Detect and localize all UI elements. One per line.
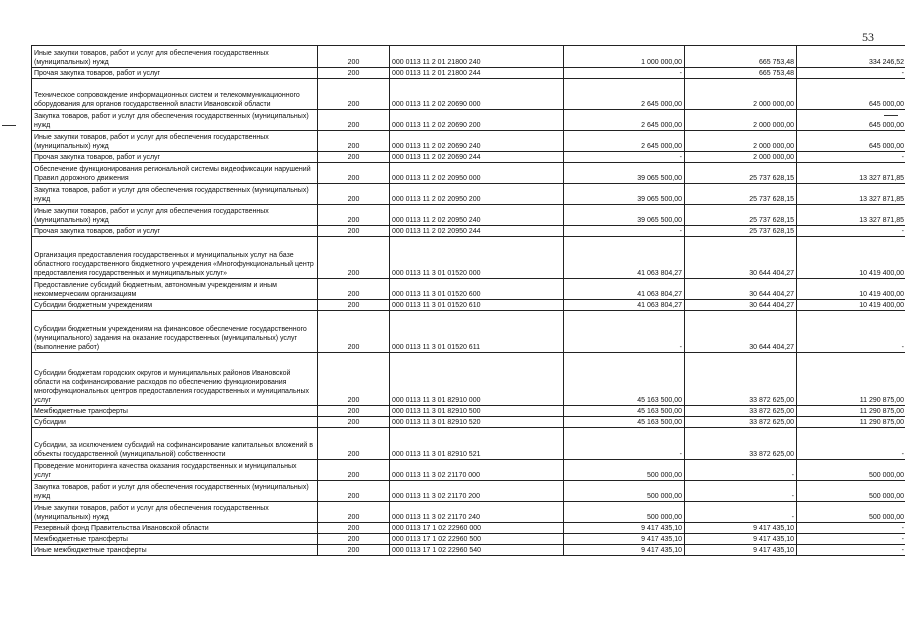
table-row [32, 279, 905, 300]
table-row [32, 428, 905, 460]
budget-classification-code-cell: 000 0113 11 3 01 82910 500 [390, 406, 564, 417]
budget-classification-code-cell: 000 0113 11 3 01 01520 610 [390, 300, 564, 311]
unexecuted-amount-cell: 13 327 871,85 [797, 163, 905, 184]
approved-amount-cell: 45 163 500,00 [564, 406, 685, 417]
executed-amount-cell: 25 737 628,15 [685, 205, 797, 226]
executed-amount-cell: 30 644 404,27 [685, 300, 797, 311]
table-row [32, 534, 905, 545]
budget-classification-code-cell: 000 0113 11 2 01 21800 244 [390, 68, 564, 79]
line-code-cell: 200 [318, 460, 390, 481]
executed-amount-cell: 30 644 404,27 [685, 311, 797, 353]
table-row [32, 205, 905, 226]
budget-classification-code-cell: 000 0113 11 2 02 20690 200 [390, 110, 564, 131]
unexecuted-amount-cell: - [797, 152, 905, 163]
expense-name-cell: Субсидии, за исключением субсидий на софинансирование капитальных вложений в объекты государственной (муниципальной) собственности [32, 428, 318, 460]
table-row [32, 481, 905, 502]
unexecuted-amount-cell: - [797, 545, 905, 556]
table-row [32, 131, 905, 152]
approved-amount-cell: 500 000,00 [564, 502, 685, 523]
executed-amount-cell: 25 737 628,15 [685, 163, 797, 184]
unexecuted-amount-cell: 11 290 875,00 [797, 406, 905, 417]
approved-amount-cell: 9 417 435,10 [564, 545, 685, 556]
line-code-cell: 200 [318, 428, 390, 460]
expense-name-cell: Техническое сопровождение информационных систем и телекоммуникационного оборудования для органов государственной власти Ивановской области [32, 79, 318, 110]
table-row [32, 460, 905, 481]
expense-name-cell: Закупка товаров, работ и услуг для обеспечения государственных (муниципальных) нужд [32, 184, 318, 205]
line-code-cell: 200 [318, 502, 390, 523]
table-row [32, 523, 905, 534]
unexecuted-amount-cell: 10 419 400,00 [797, 237, 905, 279]
table-row [32, 110, 905, 131]
line-code-cell: 200 [318, 481, 390, 502]
executed-amount-cell: - [685, 460, 797, 481]
table-row [32, 502, 905, 523]
unexecuted-amount-cell: 10 419 400,00 [797, 300, 905, 311]
executed-amount-cell: 2 000 000,00 [685, 79, 797, 110]
line-code-cell: 200 [318, 226, 390, 237]
budget-classification-code-cell: 000 0113 11 2 02 20690 240 [390, 131, 564, 152]
line-code-cell: 200 [318, 184, 390, 205]
line-code-cell: 200 [318, 79, 390, 110]
executed-amount-cell: 9 417 435,10 [685, 534, 797, 545]
unexecuted-amount-cell: 500 000,00 [797, 481, 905, 502]
approved-amount-cell: - [564, 428, 685, 460]
unexecuted-amount-cell: - [797, 311, 905, 353]
approved-amount-cell: 39 065 500,00 [564, 163, 685, 184]
table-row [32, 226, 905, 237]
executed-amount-cell: 33 872 625,00 [685, 406, 797, 417]
line-code-cell: 200 [318, 163, 390, 184]
unexecuted-amount-cell: - [797, 534, 905, 545]
budget-classification-code-cell: 000 0113 11 3 01 01520 000 [390, 237, 564, 279]
expense-name-cell: Субсидии бюджетным учреждениям [32, 300, 318, 311]
expense-name-cell: Прочая закупка товаров, работ и услуг [32, 226, 318, 237]
budget-classification-code-cell: 000 0113 11 2 02 20950 240 [390, 205, 564, 226]
budget-classification-code-cell: 000 0113 11 3 01 82910 000 [390, 353, 564, 406]
executed-amount-cell: 33 872 625,00 [685, 353, 797, 406]
executed-amount-cell: 665 753,48 [685, 68, 797, 79]
executed-amount-cell: 9 417 435,10 [685, 523, 797, 534]
table-row [32, 353, 905, 406]
line-code-cell: 200 [318, 46, 390, 68]
line-code-cell: 200 [318, 68, 390, 79]
table-body [32, 46, 905, 556]
unexecuted-amount-cell: 13 327 871,85 [797, 184, 905, 205]
approved-amount-cell: 9 417 435,10 [564, 523, 685, 534]
executed-amount-cell: 25 737 628,15 [685, 184, 797, 205]
budget-classification-code-cell: 000 0113 17 1 02 22960 540 [390, 545, 564, 556]
budget-classification-code-cell: 000 0113 11 3 02 21170 000 [390, 460, 564, 481]
approved-amount-cell: - [564, 68, 685, 79]
unexecuted-amount-cell: 334 246,52 [797, 46, 905, 68]
expense-name-cell: Закупка товаров, работ и услуг для обеспечения государственных (муниципальных) нужд [32, 110, 318, 131]
unexecuted-amount-cell: 645 000,00 [797, 110, 905, 131]
approved-amount-cell: 9 417 435,10 [564, 534, 685, 545]
budget-classification-code-cell: 000 0113 11 3 01 82910 521 [390, 428, 564, 460]
approved-amount-cell: - [564, 152, 685, 163]
executed-amount-cell: 25 737 628,15 [685, 226, 797, 237]
line-code-cell: 200 [318, 300, 390, 311]
unexecuted-amount-cell: - [797, 226, 905, 237]
approved-amount-cell: - [564, 226, 685, 237]
approved-amount-cell: 39 065 500,00 [564, 205, 685, 226]
line-code-cell: 200 [318, 353, 390, 406]
table-row [32, 545, 905, 556]
unexecuted-amount-cell: 645 000,00 [797, 131, 905, 152]
line-code-cell: 200 [318, 534, 390, 545]
executed-amount-cell: 2 000 000,00 [685, 131, 797, 152]
expense-name-cell: Субсидии бюджетам городских округов и муниципальных районов Ивановской области на софинансирование расходов по обеспечению функционирования многофункциональных центров предоставления государственных и муниципальных услуг [32, 353, 318, 406]
table-row [32, 184, 905, 205]
budget-classification-code-cell: 000 0113 11 3 02 21170 200 [390, 481, 564, 502]
executed-amount-cell: - [685, 481, 797, 502]
expense-name-cell: Прочая закупка товаров, работ и услуг [32, 152, 318, 163]
executed-amount-cell: 33 872 625,00 [685, 428, 797, 460]
approved-amount-cell: 500 000,00 [564, 460, 685, 481]
line-code-cell: 200 [318, 152, 390, 163]
unexecuted-amount-cell: - [797, 523, 905, 534]
line-code-cell: 200 [318, 406, 390, 417]
unexecuted-amount-cell: 645 000,00 [797, 79, 905, 110]
page-number: 53 [862, 30, 874, 44]
approved-amount-cell: - [564, 311, 685, 353]
budget-classification-code-cell: 000 0113 11 2 02 20950 244 [390, 226, 564, 237]
line-code-cell: 200 [318, 131, 390, 152]
unexecuted-amount-cell: 500 000,00 [797, 460, 905, 481]
executed-amount-cell: 9 417 435,10 [685, 545, 797, 556]
table-row [32, 46, 905, 68]
line-code-cell: 200 [318, 523, 390, 534]
approved-amount-cell: 39 065 500,00 [564, 184, 685, 205]
budget-classification-code-cell: 000 0113 11 2 02 20690 000 [390, 79, 564, 110]
executed-amount-cell: 30 644 404,27 [685, 237, 797, 279]
executed-amount-cell: 33 872 625,00 [685, 417, 797, 428]
table-row [32, 311, 905, 353]
budget-classification-code-cell: 000 0113 11 3 01 01520 600 [390, 279, 564, 300]
table-row [32, 79, 905, 110]
approved-amount-cell: 45 163 500,00 [564, 353, 685, 406]
budget-classification-code-cell: 000 0113 11 2 02 20950 000 [390, 163, 564, 184]
expense-name-cell: Прочая закупка товаров, работ и услуг [32, 68, 318, 79]
budget-classification-code-cell: 000 0113 11 2 02 20950 200 [390, 184, 564, 205]
budget-classification-code-cell: 000 0113 11 2 02 20690 244 [390, 152, 564, 163]
budget-classification-code-cell: 000 0113 11 3 01 01520 611 [390, 311, 564, 353]
unexecuted-amount-cell: 13 327 871,85 [797, 205, 905, 226]
unexecuted-amount-cell: 10 419 400,00 [797, 279, 905, 300]
line-code-cell: 200 [318, 279, 390, 300]
left-margin-mark [2, 125, 16, 126]
line-code-cell: 200 [318, 205, 390, 226]
expense-name-cell: Организация предоставления государственных и муниципальных услуг на базе областного государственного бюджетного учреждения «Многофункциональный центр предоставления государственных и муниципальных услуг» [32, 237, 318, 279]
approved-amount-cell: 2 645 000,00 [564, 79, 685, 110]
expense-name-cell: Межбюджетные трансферты [32, 406, 318, 417]
approved-amount-cell: 500 000,00 [564, 481, 685, 502]
approved-amount-cell: 41 063 804,27 [564, 237, 685, 279]
expense-name-cell: Обеспечение функционирования региональной системы видеофиксации нарушений Правил дорожного движения [32, 163, 318, 184]
approved-amount-cell: 45 163 500,00 [564, 417, 685, 428]
line-code-cell: 200 [318, 311, 390, 353]
table-row [32, 237, 905, 279]
budget-classification-code-cell: 000 0113 17 1 02 22960 500 [390, 534, 564, 545]
unexecuted-amount-cell: - [797, 68, 905, 79]
expense-name-cell: Иные межбюджетные трансферты [32, 545, 318, 556]
expense-name-cell: Резервный фонд Правительства Ивановской области [32, 523, 318, 534]
line-code-cell: 200 [318, 237, 390, 279]
budget-classification-code-cell: 000 0113 11 2 01 21800 240 [390, 46, 564, 68]
expense-name-cell: Иные закупки товаров, работ и услуг для обеспечения государственных (муниципальных) нужд [32, 502, 318, 523]
expense-name-cell: Закупка товаров, работ и услуг для обеспечения государственных (муниципальных) нужд [32, 481, 318, 502]
executed-amount-cell: - [685, 502, 797, 523]
table-row [32, 152, 905, 163]
table-row [32, 68, 905, 79]
expense-name-cell: Проведение мониторинга качества оказания государственных и муниципальных услуг [32, 460, 318, 481]
unexecuted-amount-cell: 500 000,00 [797, 502, 905, 523]
line-code-cell: 200 [318, 417, 390, 428]
budget-classification-code-cell: 000 0113 11 3 02 21170 240 [390, 502, 564, 523]
approved-amount-cell: 41 063 804,27 [564, 300, 685, 311]
unexecuted-amount-cell: - [797, 428, 905, 460]
table-row [32, 406, 905, 417]
expense-name-cell: Субсидии [32, 417, 318, 428]
budget-classification-code-cell: 000 0113 17 1 02 22960 000 [390, 523, 564, 534]
executed-amount-cell: 2 000 000,00 [685, 152, 797, 163]
table-row [32, 300, 905, 311]
executed-amount-cell: 2 000 000,00 [685, 110, 797, 131]
expense-name-cell: Иные закупки товаров, работ и услуг для обеспечения государственных (муниципальных) нужд [32, 46, 318, 68]
line-code-cell: 200 [318, 110, 390, 131]
executed-amount-cell: 665 753,48 [685, 46, 797, 68]
approved-amount-cell: 1 000 000,00 [564, 46, 685, 68]
expense-name-cell: Иные закупки товаров, работ и услуг для обеспечения государственных (муниципальных) нужд [32, 131, 318, 152]
approved-amount-cell: 41 063 804,27 [564, 279, 685, 300]
table-row [32, 163, 905, 184]
approved-amount-cell: 2 645 000,00 [564, 131, 685, 152]
expense-name-cell: Субсидии бюджетным учреждениям на финансовое обеспечение государственного (муниципального) задания на оказание государственных (муниципальных) услуг (выполнение работ) [32, 311, 318, 353]
executed-amount-cell: 30 644 404,27 [685, 279, 797, 300]
budget-classification-code-cell: 000 0113 11 3 01 82910 520 [390, 417, 564, 428]
table-row [32, 417, 905, 428]
budget-execution-table [31, 45, 905, 556]
unexecuted-amount-cell: 11 290 875,00 [797, 353, 905, 406]
expense-name-cell: Предоставление субсидий бюджетным, автономным учреждениям и иным некоммерческим организациям [32, 279, 318, 300]
expense-name-cell: Межбюджетные трансферты [32, 534, 318, 545]
line-code-cell: 200 [318, 545, 390, 556]
expense-name-cell: Иные закупки товаров, работ и услуг для обеспечения государственных (муниципальных) нужд [32, 205, 318, 226]
approved-amount-cell: 2 645 000,00 [564, 110, 685, 131]
unexecuted-amount-cell: 11 290 875,00 [797, 417, 905, 428]
